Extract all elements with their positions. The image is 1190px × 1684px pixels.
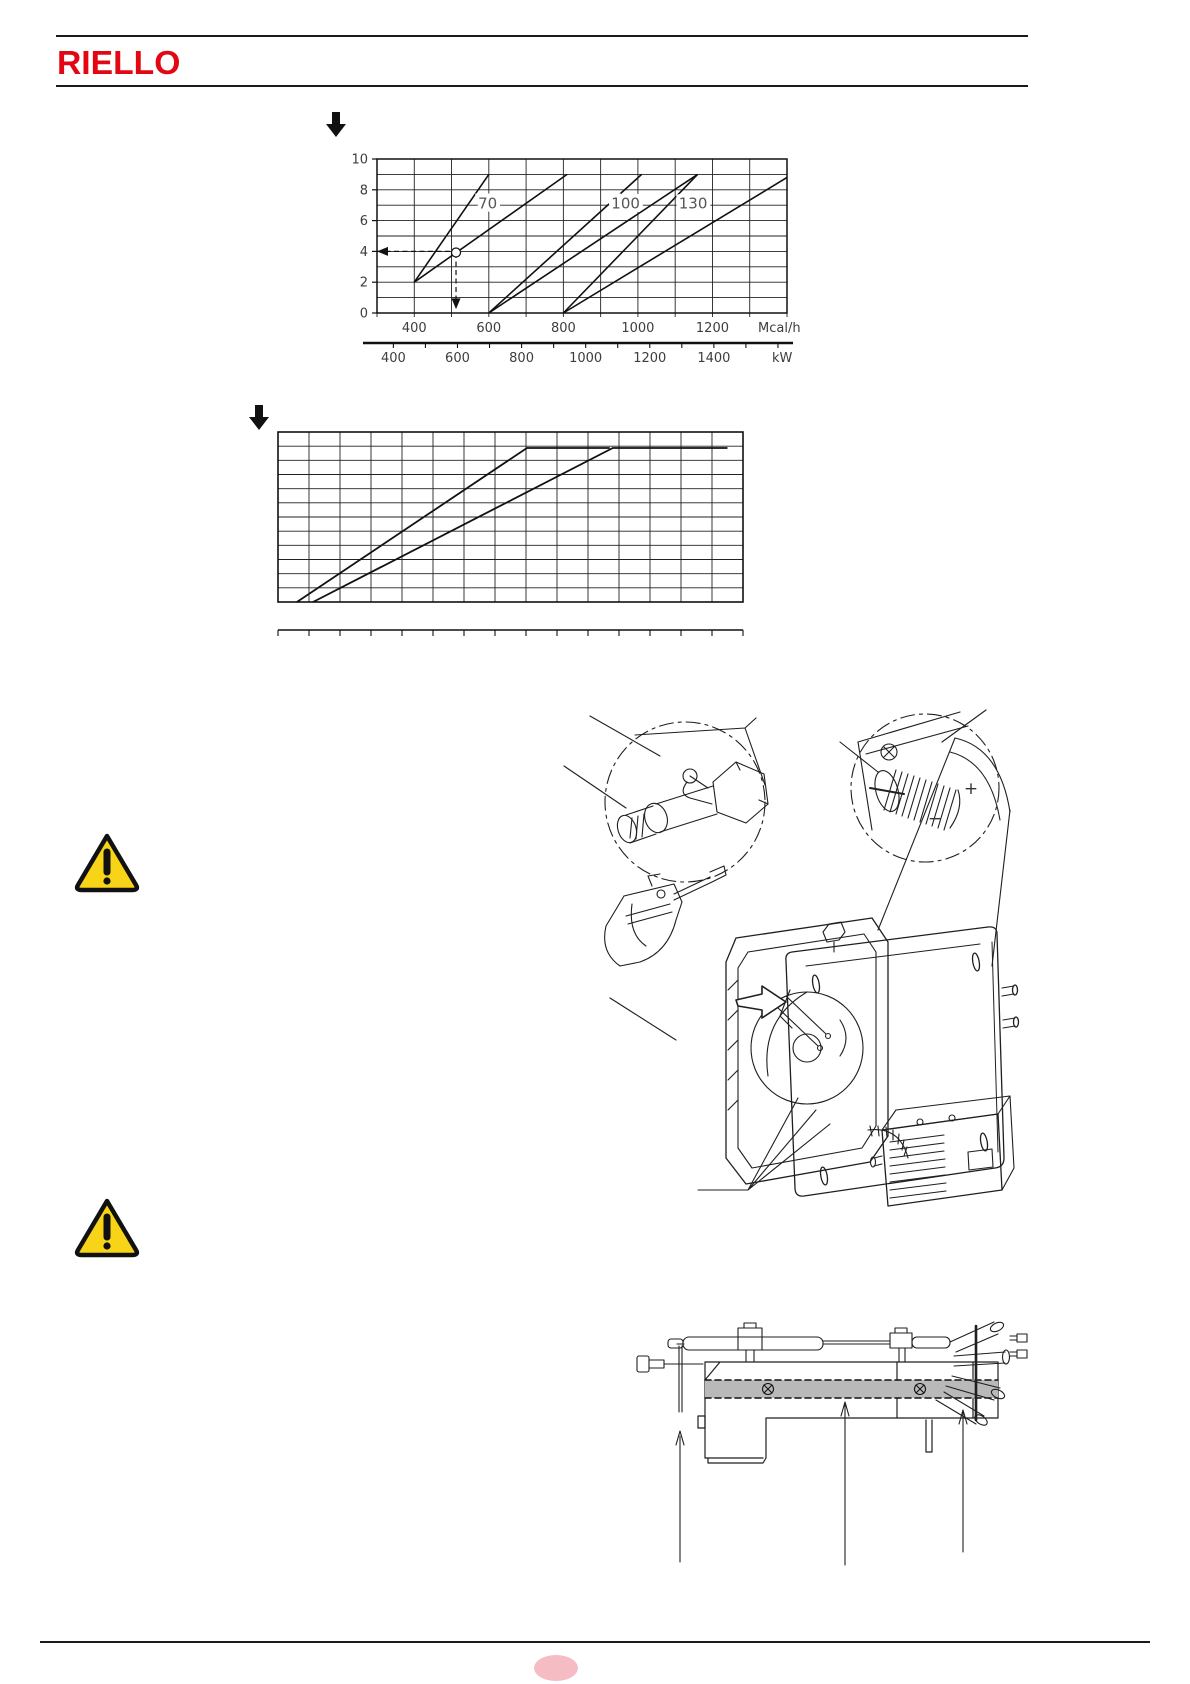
footer-rule bbox=[40, 1641, 1150, 1643]
svg-text:4: 4 bbox=[359, 244, 368, 260]
servomotor bbox=[868, 1096, 1014, 1206]
svg-text:600: 600 bbox=[445, 351, 470, 366]
svg-text:1000: 1000 bbox=[621, 321, 655, 336]
combustion-head-diagram bbox=[580, 1230, 1035, 1580]
down-arrowhead bbox=[452, 298, 461, 309]
burner-exploded-diagram bbox=[540, 690, 1015, 1205]
limit-lines bbox=[297, 448, 728, 602]
warning-icon bbox=[73, 831, 141, 893]
nozzle-elbow-part bbox=[605, 866, 726, 966]
electrode-rod bbox=[674, 866, 726, 900]
svg-text:6: 6 bbox=[359, 214, 368, 230]
curve-label: 70 bbox=[478, 194, 498, 213]
bottom-scale bbox=[278, 630, 743, 636]
svg-text:400: 400 bbox=[401, 321, 427, 336]
header-rule-bottom bbox=[56, 85, 1028, 87]
output-range-chart bbox=[225, 395, 770, 645]
svg-text:1200: 1200 bbox=[695, 321, 730, 336]
kw-axis bbox=[363, 343, 793, 366]
down-arrow-icon bbox=[326, 112, 346, 137]
fan-motor bbox=[878, 738, 1010, 966]
svg-text:400: 400 bbox=[380, 351, 406, 366]
curve-label: 100 bbox=[611, 194, 640, 213]
example-annotation bbox=[377, 247, 461, 309]
svg-text:800: 800 bbox=[550, 321, 576, 336]
svg-text:600: 600 bbox=[476, 321, 502, 336]
header-rule-top bbox=[56, 35, 1028, 37]
setting-band bbox=[705, 1380, 998, 1398]
electrodes bbox=[778, 990, 826, 1046]
kw-unit-label: kW bbox=[772, 351, 793, 366]
gas-tubes bbox=[936, 1320, 1027, 1427]
mcal-unit-label: Mcal/h bbox=[758, 321, 801, 336]
leader-lines bbox=[564, 716, 660, 808]
svg-text:1200: 1200 bbox=[633, 351, 667, 366]
pointer-arrows bbox=[676, 1402, 967, 1565]
exclamation-dot bbox=[103, 877, 110, 884]
detail-circle-pin bbox=[564, 716, 768, 882]
exclamation-dot bbox=[103, 1242, 110, 1249]
left-arrowhead bbox=[377, 247, 388, 256]
oil-pipes bbox=[668, 1323, 950, 1362]
fan-pressure-chart bbox=[320, 103, 820, 378]
ribbed-collar bbox=[884, 770, 956, 830]
plus-mark: + bbox=[963, 779, 979, 799]
direction-arrow-icon bbox=[736, 986, 786, 1018]
down-arrow-icon bbox=[249, 405, 269, 430]
svg-text:1400: 1400 bbox=[697, 351, 731, 366]
mcal-axis-labels bbox=[402, 321, 801, 336]
grid bbox=[278, 432, 743, 602]
warning-icon bbox=[73, 1196, 141, 1258]
electrode-rod bbox=[677, 1344, 684, 1412]
screw-icon bbox=[637, 1356, 703, 1372]
brand-logo: RIELLO bbox=[57, 44, 181, 81]
svg-text:2: 2 bbox=[359, 275, 368, 291]
curve-label: 130 bbox=[678, 194, 708, 213]
svg-text:800: 800 bbox=[509, 351, 534, 366]
heat-sink-fins bbox=[890, 1135, 946, 1198]
y-axis-labels bbox=[351, 153, 377, 322]
burner-housing bbox=[726, 918, 888, 1184]
minus-mark: − bbox=[927, 809, 943, 829]
svg-text:10: 10 bbox=[351, 152, 368, 168]
page-number-marker bbox=[534, 1655, 578, 1681]
example-point-marker bbox=[452, 248, 461, 257]
svg-text:1000: 1000 bbox=[569, 351, 603, 366]
svg-text:0: 0 bbox=[359, 306, 368, 322]
svg-text:8: 8 bbox=[359, 183, 368, 199]
